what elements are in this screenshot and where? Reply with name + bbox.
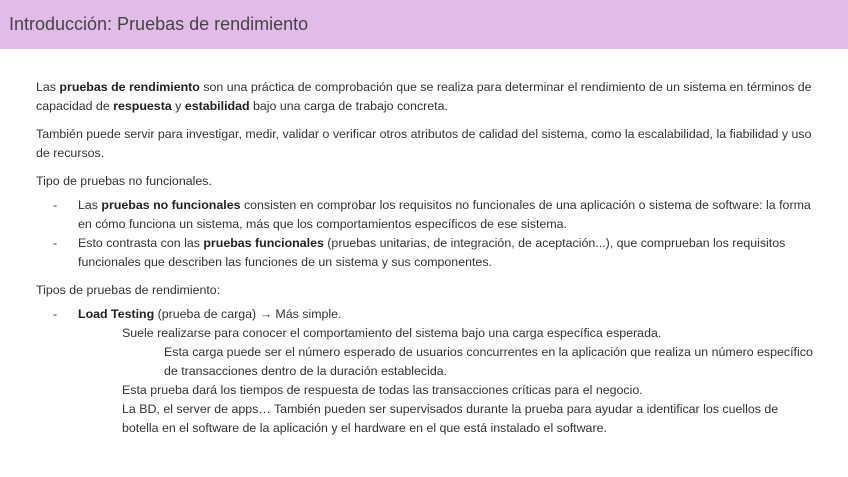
list-item-text — [78, 196, 818, 234]
slide-header — [0, 0, 848, 49]
list-item-text — [78, 305, 818, 324]
sub-item: Suele realizarse para conocer el comportamiento del sistema bajo una carga específica esperada. — [122, 326, 662, 340]
list-item-text — [78, 234, 818, 272]
term-estabilidad: estabilidad — [184, 99, 250, 113]
list-item — [36, 196, 818, 234]
text: y — [171, 99, 185, 113]
term-pruebas-no-funcionales: pruebas no funcionales — [101, 198, 241, 212]
sub-item: Esta prueba dará los tiempos de respuesta de todas las transacciones críticas para el negocio. — [122, 383, 643, 397]
text: son una práctica de comprobación que se realiza para determinar el rendimiento de un sistema en términos de capacidad de — [36, 80, 812, 113]
text: (prueba de carga) → Más simple. — [154, 307, 342, 321]
text: Las — [78, 198, 102, 212]
sub-sub-item: Esta carga puede ser el número esperado de usuarios concurrentes en la aplicación que realiza un número específico de transacciones dentro de la duración establecida. — [164, 345, 813, 378]
text: (pruebas unitarias, de integración, de aceptación...), que comprueban los requisitos funcionales que describen las funciones de un sistema y sus componentes. — [78, 236, 786, 269]
list-item — [36, 305, 818, 324]
term-pruebas-funcionales: pruebas funcionales — [203, 236, 324, 250]
attributes-paragraph: También puede servir para investigar, medir, validar o verificar otros atributos de calidad del sistema, como la escalabilidad, la fiabilidad y uso de recursos. — [36, 127, 812, 160]
slide-body — [0, 49, 848, 438]
term-pruebas-rendimiento: pruebas de rendimiento — [59, 80, 200, 94]
slide-title: Introducción: Pruebas de rendimiento — [9, 14, 309, 34]
text: consisten en comprobar los requisitos no funcionales de una aplicación o sistema de software: la forma en cómo funciona un sistema, más que los comportamientos específicos de ese sistema. — [78, 198, 811, 231]
text: bajo una carga de trabajo concreta. — [249, 99, 448, 113]
term-load-testing: Load Testing — [78, 307, 155, 321]
bullet-dash: - — [53, 198, 58, 212]
intro-paragraph — [36, 78, 818, 116]
text: Esto contrasta con las — [78, 236, 204, 250]
list-item — [36, 234, 818, 272]
bullet-dash: - — [53, 307, 58, 321]
term-respuesta: respuesta — [113, 99, 172, 113]
sub-item: La BD, el server de apps… También pueden ser supervisados durante la prueba para ayudar a identificar los cuellos de botella en el software de la aplicación y el hardware en el que está instalado el software. — [122, 402, 779, 435]
text: Las — [36, 80, 60, 94]
performance-types-heading: Tipos de pruebas de rendimiento: — [36, 283, 221, 297]
bullet-dash: - — [53, 236, 58, 250]
nonfunctional-heading: Tipo de pruebas no funcionales. — [36, 174, 212, 188]
